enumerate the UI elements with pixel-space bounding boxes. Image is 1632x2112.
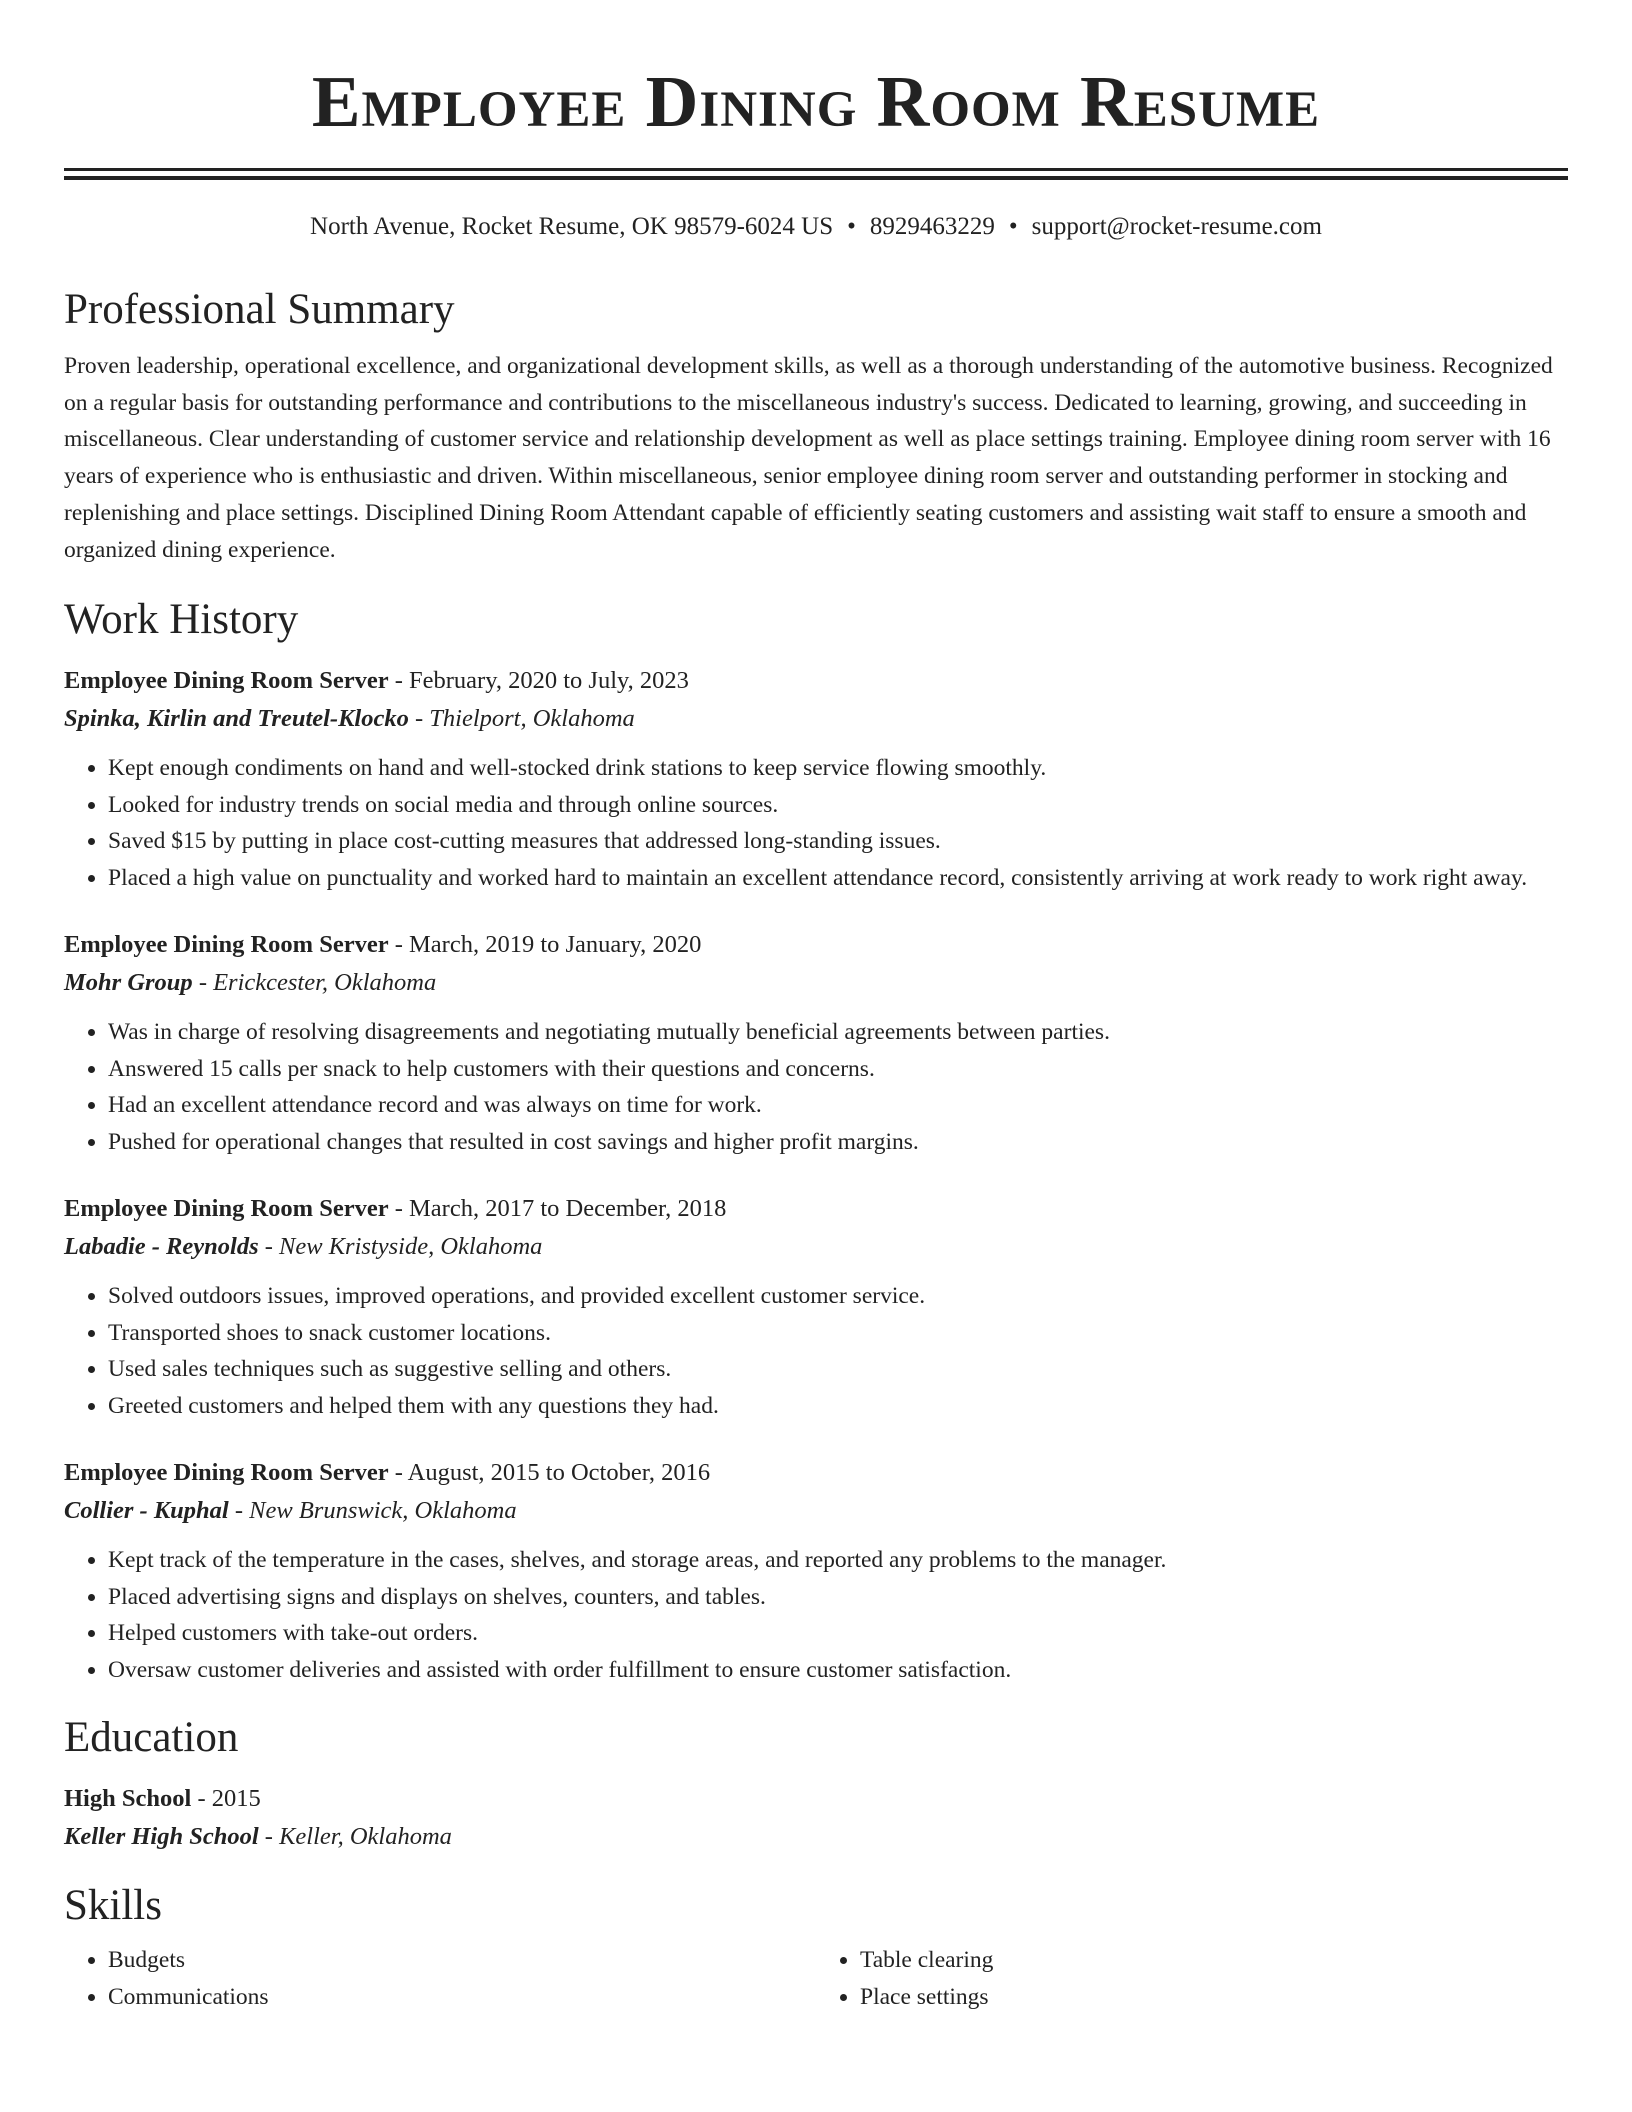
job-bullet: • Used sales techniques such as suggestive selling and others. (108, 1351, 1568, 1388)
skill-item: • Communications (108, 1979, 816, 2016)
job-bullets (64, 1014, 1568, 1160)
summary-text: Proven leadership, operational excellence, and organizational development skills, as well as a thorough understanding of the automotive business. Recognized on a regular basis for outstanding performance and contributions to the miscellaneous industry's success. Dedicated to learning, growing, and succeeding in miscellaneous. Clear understanding of customer service and relationship development as well as place settings training. Employee dining room server with 16 years of experience who is enthusiastic and driven. Within miscellaneous, senior employee dining room server and outstanding performer in stocking and replenishing and place settings. Disciplined Dining Room Attendant capable of efficiently seating customers and assisting wait staff to ensure a smooth and organized dining experience. (64, 353, 1553, 563)
job-title: Employee Dining Room Server (64, 667, 389, 695)
education-entry (64, 1780, 1568, 1856)
job-bullets (64, 1278, 1568, 1424)
job-bullet: • Pushed for operational changes that resulted in cost savings and higher profit margins. (108, 1124, 1568, 1161)
work-history-heading: Work History (64, 596, 299, 644)
company-line (64, 1228, 1568, 1266)
job-entry (64, 1190, 1568, 1424)
company-location: - Thielport, Oklahoma (408, 705, 635, 733)
skills-right-column (816, 1942, 1568, 2015)
company-name: Spinka, Kirlin and Treutel-Klocko (64, 705, 409, 733)
company-location: - Erickcester, Oklahoma (192, 969, 437, 997)
job-title-line (64, 1454, 1568, 1492)
company-location: - New Brunswick, Oklahoma (228, 1497, 517, 1525)
job-bullet: • Oversaw customer deliveries and assisted with order fulfillment to ensure customer satisfaction. (108, 1652, 1568, 1689)
company-location: - New Kristyside, Oklahoma (258, 1233, 543, 1261)
company-name: Mohr Group (64, 969, 193, 997)
job-entry (64, 1454, 1568, 1688)
skill-item: • Budgets (108, 1942, 816, 1979)
job-bullet: • Transported shoes to snack customer locations. (108, 1315, 1568, 1352)
school-name: Keller High School (64, 1823, 259, 1851)
contact-address: North Avenue, Rocket Resume, OK 98579-6024 US (310, 213, 834, 240)
job-dates: - March, 2017 to December, 2018 (388, 1195, 727, 1223)
job-bullet: • Solved outdoors issues, improved operations, and provided excellent customer service. (108, 1278, 1568, 1315)
job-bullet: • Greeted customers and helped them with any questions they had. (108, 1388, 1568, 1425)
contact-line (64, 210, 1568, 244)
job-title-line (64, 926, 1568, 964)
job-bullet: • Looked for industry trends on social media and through online sources. (108, 787, 1568, 824)
skill-item: • Place settings (860, 1979, 1568, 2016)
job-entry (64, 662, 1568, 896)
skill-item: • Table clearing (860, 1942, 1568, 1979)
job-bullet: • Kept enough condiments on hand and well-stocked drink stations to keep service flowing smoothly. (108, 750, 1568, 787)
job-title-line (64, 662, 1568, 700)
job-bullets (64, 750, 1568, 896)
job-entry (64, 926, 1568, 1160)
job-bullet: • Answered 15 calls per snack to help customers with their questions and concerns. (108, 1051, 1568, 1088)
job-dates: - March, 2019 to January, 2020 (388, 931, 702, 959)
contact-separator: • (847, 213, 856, 240)
job-bullet: • Was in charge of resolving disagreements and negotiating mutually beneficial agreements between parties. (108, 1014, 1568, 1051)
school-line (64, 1818, 1568, 1856)
job-bullet: • Placed advertising signs and displays on shelves, counters, and tables. (108, 1579, 1568, 1616)
job-bullet: • Kept track of the temperature in the cases, shelves, and storage areas, and reported any problems to the manager. (108, 1542, 1568, 1579)
job-dates: - August, 2015 to October, 2016 (388, 1459, 711, 1487)
summary-heading: Professional Summary (64, 286, 455, 333)
skills-heading: Skills (64, 1882, 162, 1930)
contact-phone: 8929463229 (869, 213, 995, 240)
company-line (64, 700, 1568, 738)
job-dates: - February, 2020 to July, 2023 (388, 667, 689, 695)
degree-line (64, 1780, 1568, 1818)
skills-columns (64, 1942, 1568, 2015)
degree-year: - 2015 (191, 1785, 261, 1813)
degree: High School (64, 1785, 192, 1813)
skills-left-column (64, 1942, 816, 2015)
company-name: Labadie - Reynolds (64, 1233, 259, 1261)
job-title: Employee Dining Room Server (64, 1195, 389, 1223)
company-name: Collier - Kuphal (64, 1497, 229, 1525)
company-line (64, 1492, 1568, 1530)
company-line (64, 964, 1568, 1002)
title-double-rule (64, 168, 1568, 180)
contact-email: support@rocket-resume.com (1031, 213, 1322, 240)
job-title: Employee Dining Room Server (64, 931, 389, 959)
resume-title: Employee Dining Room Resume (311, 61, 1321, 142)
job-bullet: • Placed a high value on punctuality and worked hard to maintain an excellent attendance record, consistently arriving at work ready to work right away. (108, 860, 1568, 897)
job-title: Employee Dining Room Server (64, 1459, 389, 1487)
job-bullet: • Helped customers with take-out orders. (108, 1615, 1568, 1652)
job-bullets (64, 1542, 1568, 1688)
job-bullet: • Had an excellent attendance record and was always on time for work. (108, 1087, 1568, 1124)
school-location: - Keller, Oklahoma (258, 1823, 452, 1851)
contact-separator: • (1008, 213, 1018, 240)
job-bullet: • Saved $15 by putting in place cost-cutting measures that addressed long-standing issues. (108, 823, 1568, 860)
education-heading: Education (64, 1714, 239, 1762)
job-title-line (64, 1190, 1568, 1228)
